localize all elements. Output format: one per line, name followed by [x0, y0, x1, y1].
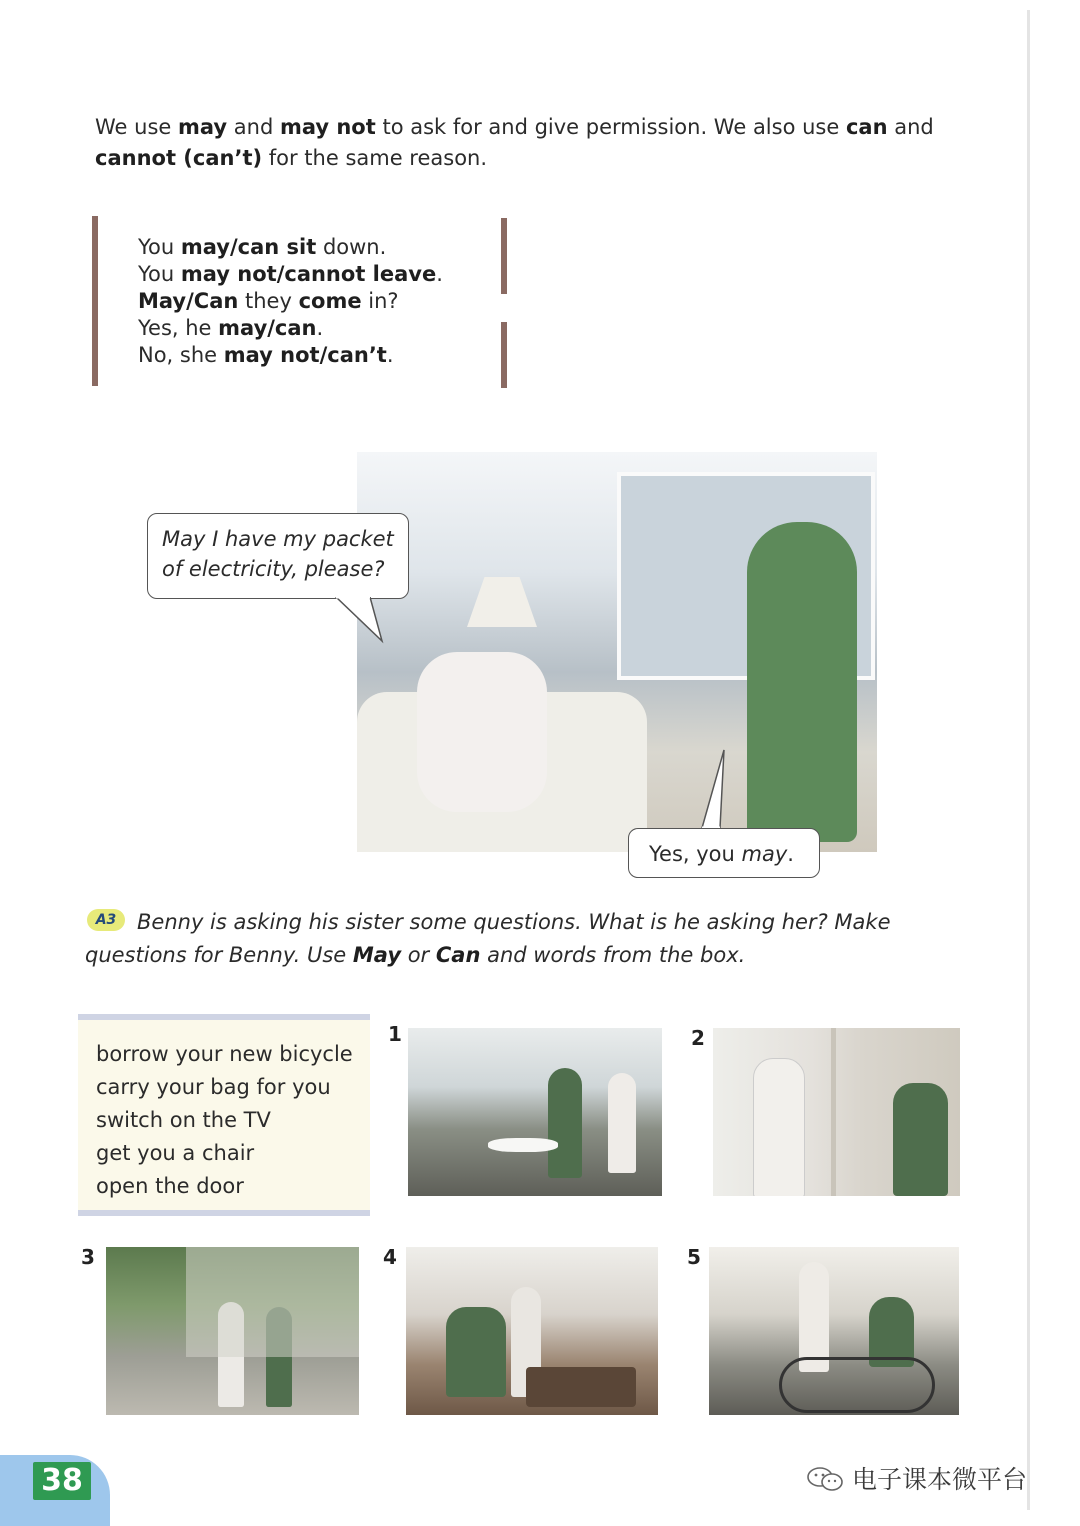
table: [488, 1138, 558, 1152]
photo-number: 5: [687, 1245, 701, 1269]
exercise-photo-1: [408, 1028, 662, 1196]
speech-bubble-tail: [330, 597, 390, 645]
word-box-item: switch on the TV: [96, 1108, 271, 1132]
grammar-box-left-bar: [92, 216, 98, 386]
word-box-item: open the door: [96, 1174, 244, 1198]
watermark-text: 电子课本微平台: [852, 1465, 1028, 1494]
exercise-photo-3: [106, 1247, 359, 1415]
grammar-box-right-bar: [501, 218, 507, 294]
example-line: You may not/cannot leave.: [138, 262, 443, 286]
speech-bubble-tail: [690, 748, 730, 830]
photo-number: 1: [388, 1022, 402, 1046]
exercise-photo-5: [709, 1247, 959, 1415]
photo-number: 4: [383, 1245, 397, 1269]
photo-number: 3: [81, 1245, 95, 1269]
word-box-item: borrow your new bicycle: [96, 1042, 353, 1066]
girl-figure: [446, 1307, 506, 1397]
boy-figure: [753, 1058, 805, 1196]
example-line: You may/can sit down.: [138, 235, 387, 259]
example-line: No, she may not/can’t.: [138, 343, 394, 367]
page-number: 38: [33, 1462, 91, 1500]
wechat-icon: [806, 1465, 846, 1493]
example-line: Yes, he may/can.: [138, 316, 324, 340]
speech-bubble-answer: Yes, you may.: [628, 828, 820, 878]
speech-bubble-question: May I have my packet of electricity, please?: [147, 513, 409, 599]
girl-figure: [747, 522, 857, 842]
bicycle: [779, 1357, 935, 1413]
coffee-table: [526, 1367, 636, 1407]
door-frame: [831, 1028, 836, 1196]
building: [186, 1247, 359, 1357]
exercise-photo-2: [713, 1028, 960, 1196]
word-box-item: get you a chair: [96, 1141, 255, 1165]
boy-figure: [608, 1073, 636, 1173]
girl-figure: [548, 1068, 582, 1178]
exercise-photo-4: [406, 1247, 658, 1415]
grammar-box-right-bar: [501, 322, 507, 388]
exercise-badge: A3: [87, 909, 125, 931]
exercise-instructions: Benny is asking his sister some questions. What is he asking her? Make questions for Benny. Use May or Can and words from the box.: [85, 910, 891, 967]
grammar-examples: [138, 234, 443, 369]
lamp: [467, 577, 537, 627]
page-edge: [1027, 10, 1030, 1510]
boy-figure: [417, 652, 547, 812]
girl-figure: [893, 1083, 948, 1196]
word-box: [78, 1014, 370, 1216]
boy-figure: [799, 1262, 829, 1372]
intro-paragraph: We use may and may not to ask for and give permission. We also use can and cannot (can’t) for the same reason.: [95, 115, 934, 170]
main-photo: [357, 452, 877, 852]
example-line: May/Can they come in?: [138, 289, 399, 313]
photo-number: 2: [691, 1026, 705, 1050]
word-box-item: carry your bag for you: [96, 1075, 331, 1099]
